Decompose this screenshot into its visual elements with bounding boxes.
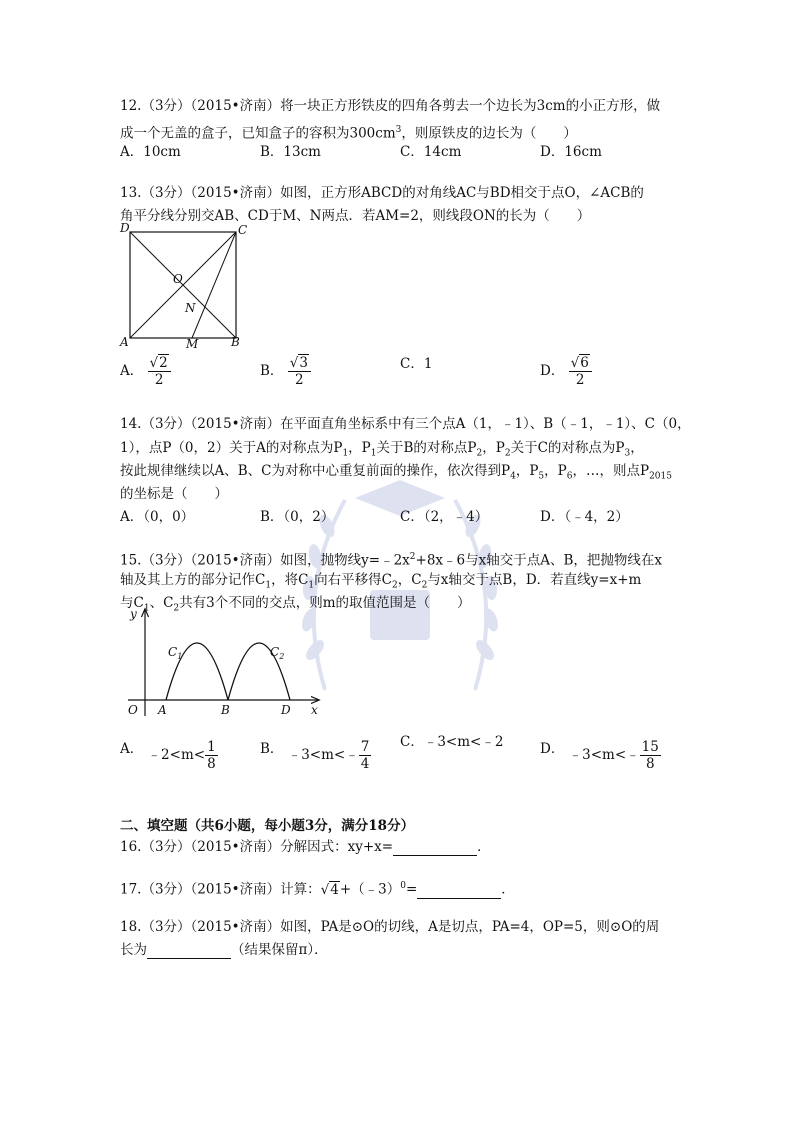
q13-line1: 13.（3分）（2015•济南）如图，正方形ABCD的对角线AC与BD相交于点O，∠ACB的 xyxy=(120,185,644,201)
q15-line1: 15.（3分）（2015•济南）如图，抛物线$y=﹣2x^2+8x﹣6$与x轴交于点A、B，把抛物线在x xyxy=(120,552,663,569)
q13-option-b: B． $\frac{√3}{2}$ xyxy=(260,355,311,388)
q15-option-c: C．﹣3<m<﹣2 xyxy=(400,734,504,750)
q13-label-o: O xyxy=(173,272,183,286)
q14-line2: 1），点P（0，2）关于A的对称点为$P_1$，$P_1$关于B的对称点$P_2$，$P_2$关于C的对称点为$P_3$， xyxy=(120,440,644,459)
q15-label-o: O xyxy=(128,703,138,717)
q16-answer-blank[interactable] xyxy=(393,841,477,856)
q13-label-d: D xyxy=(120,222,130,235)
q15-option-a: A． ﹣2<m< $\frac{1}{8}$ xyxy=(120,739,216,772)
q15-label-c2: $C_2$ xyxy=(270,645,285,661)
q15-parabola-graph xyxy=(118,604,323,724)
q15-option-d: D． ﹣3<m<﹣ $\frac{15}{8}$ xyxy=(540,739,659,772)
q13-square-figure xyxy=(118,222,253,350)
section2-title: 二、填空题（共6小题，每小题3分，满分18分） xyxy=(120,818,415,834)
q13-option-c: C．1 xyxy=(400,356,433,372)
q12-line2: 成一个无盖的盒子，已知盒子的容积为$300cm^3$，则原铁皮的边长为（ ） xyxy=(120,125,577,142)
q15-label-a: A xyxy=(158,703,167,717)
q18-line1: 18.（3分）（2015•济南）如图，PA是⊙O的切线，A是切点，PA=4，OP=5，则⊙O的周 xyxy=(120,919,660,935)
q13-option-a: A． $\frac{√2}{2}$ xyxy=(120,355,171,388)
q18-line2: 长为 （结果保留π）． xyxy=(120,942,328,958)
q14-option-a: A．（0，0） xyxy=(120,509,195,525)
q15-label-c1: $C_1$ xyxy=(168,645,183,661)
q17-answer-blank[interactable] xyxy=(417,884,501,899)
q17-line: 17.（3分）（2015•济南）计算：√4+（﹣3）$^0$= ． xyxy=(120,881,515,898)
q14-line1: 14.（3分）（2015•济南）在平面直角坐标系中有三个点A（1，﹣1）、B（﹣1，﹣1）、C（0， xyxy=(120,416,691,432)
q15-line3: 与$C_1$、$C_2$共有3个不同的交点，则m的取值范围是（ ） xyxy=(120,595,471,614)
q14-option-b: B．（0，2） xyxy=(260,509,335,525)
q18-answer-blank[interactable] xyxy=(147,944,231,959)
q14-option-d: D．（﹣4，2） xyxy=(540,509,629,525)
q12-option-b: B．13cm xyxy=(260,144,321,160)
q12-option-d: D．16cm xyxy=(540,144,602,160)
q15-label-d: D xyxy=(281,703,291,717)
q13-label-n: N xyxy=(185,301,196,315)
q12-option-c: C．14cm xyxy=(400,144,462,160)
q13-option-d: D． $\frac{√6}{2}$ xyxy=(540,355,592,388)
q15-option-b: B． ﹣3<m<﹣ $\frac{7}{4}$ xyxy=(260,739,370,772)
q16-line: 16.（3分）（2015•济南）分解因式：xy+x= ． xyxy=(120,839,491,855)
q12-option-a: A．10cm xyxy=(120,144,181,160)
q14-line3: 按此规律继续以A、B、C为对称中心重复前面的操作，依次得到$P_4$，$P_5$，$P_6$，…，则点$P_{2015}$ xyxy=(120,463,672,482)
q13-label-b: B xyxy=(231,335,240,349)
q12-line1: 12.（3分）（2015•济南）将一块正方形铁皮的四角各剪去一个边长为3cm的小正方形，做 xyxy=(120,98,661,114)
q13-label-m: M xyxy=(186,337,199,350)
q13-label-a: A xyxy=(120,335,129,349)
q13-label-c: C xyxy=(238,223,248,237)
q15-label-x: x xyxy=(311,703,318,717)
q13-line2: 角平分线分别交AB、CD于M、N两点．若AM=2，则线段ON的长为（ ） xyxy=(120,208,591,224)
q15-label-b: B xyxy=(221,703,230,717)
q14-option-c: C．（2，﹣4） xyxy=(400,509,489,525)
q15-label-y: y xyxy=(130,607,137,621)
q15-line2: 轴及其上方的部分记作$C_1$，将$C_1$向右平移得$C_2$，$C_2$与x轴交于点B，D．若直线y=x+m xyxy=(120,572,642,591)
q14-line4: 的坐标是（ ） xyxy=(120,486,228,502)
